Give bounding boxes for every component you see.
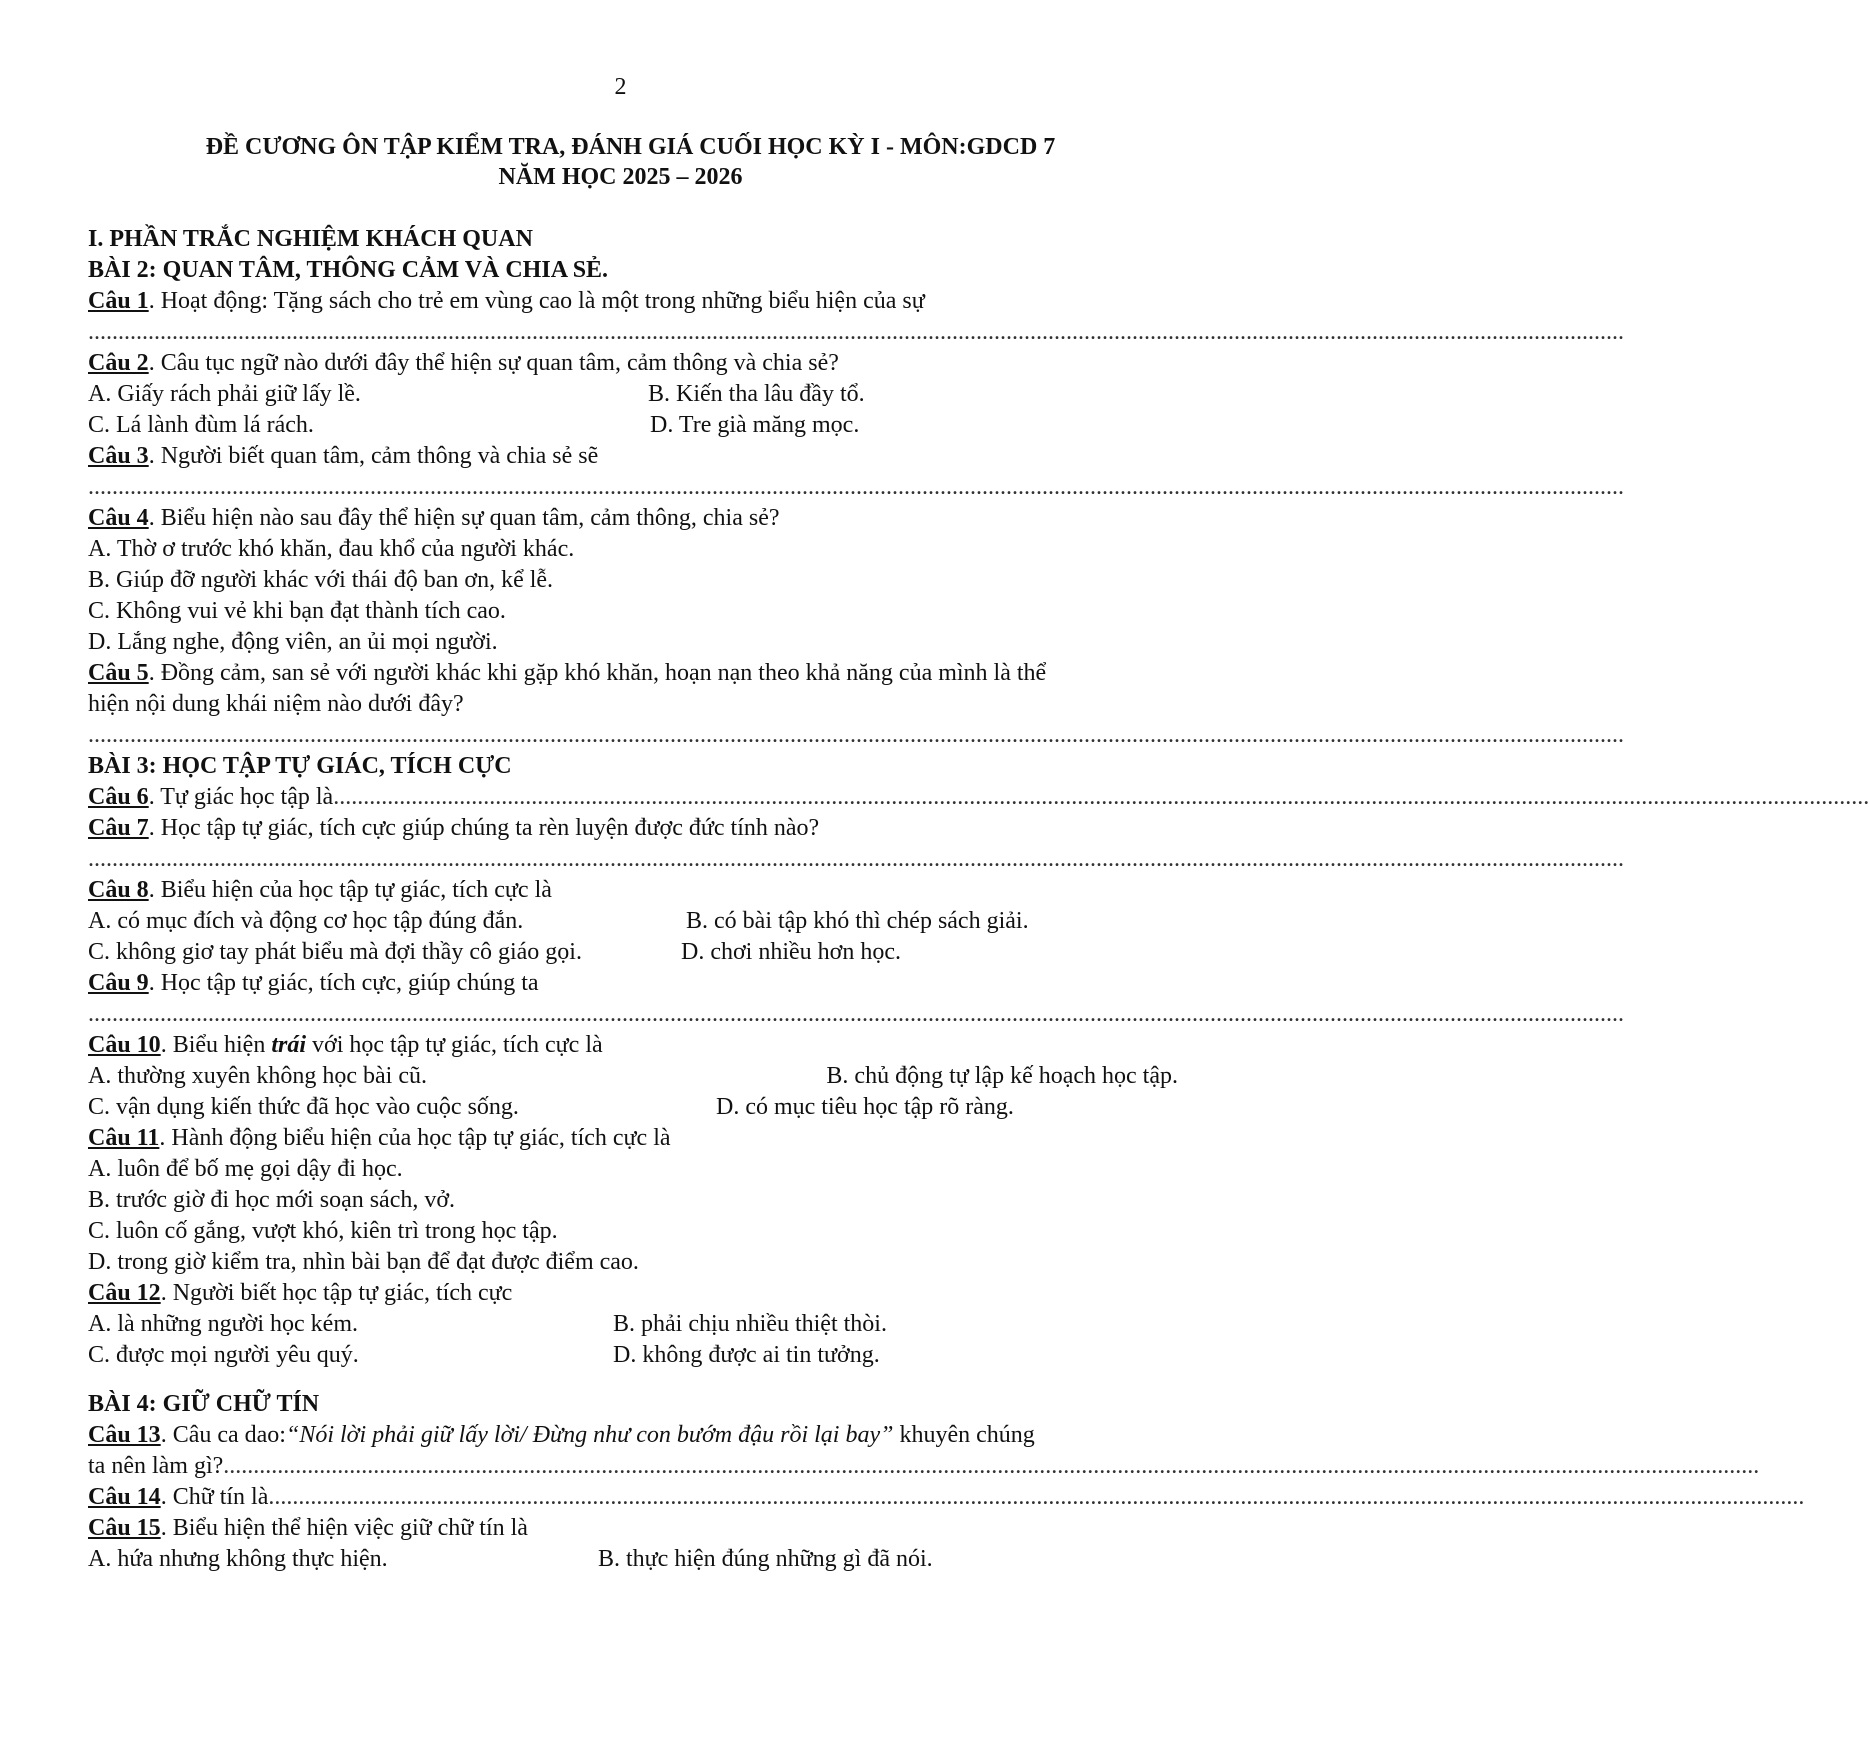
options-row: [88, 1544, 1178, 1575]
emphasis-word: trái: [271, 1032, 307, 1058]
question-number: Câu 15: [88, 1515, 161, 1541]
option-b: B. phải chịu nhiều thiệt thòi.: [613, 1311, 887, 1337]
option-d: D. có mục tiêu học tập rõ ràng.: [716, 1094, 1014, 1120]
options-row: [88, 1092, 1178, 1123]
question-7: Câu 7. Học tập tự giác, tích cực giúp chúng ta rèn luyện được đức tính nào?: [88, 815, 820, 841]
answer-blank: ................................................................................................................................................................................................................................................................: [268, 1484, 1805, 1510]
question-11: Câu 11. Hành động biểu hiện của học tập tự giác, tích cực là: [88, 1125, 671, 1151]
option-d: D. không được ai tin tưởng.: [613, 1342, 880, 1368]
lesson-heading-2: BÀI 2: QUAN TÂM, THÔNG CẢM VÀ CHIA SẺ.: [88, 257, 609, 283]
question-number: Câu 7: [88, 815, 149, 841]
answer-blank: ................................................................................................................................................................................................................................................................: [88, 474, 1624, 500]
question-13: Câu 13. Câu ca dao:“Nói lời phải giữ lấy lời/ Đừng như con bướm đậu rồi lại bay” khuyên chúng: [88, 1422, 1035, 1448]
question-number: Câu 14: [88, 1484, 161, 1510]
option-b: B. thực hiện đúng những gì đã nói.: [598, 1546, 933, 1572]
options-row: [88, 379, 1178, 410]
question-13-cont: ta nên làm gì? ................................................................................................................................................................................................................................................................: [88, 1451, 1178, 1482]
answer-blank: ................................................................................................................................................................................................................................................................: [223, 1453, 1760, 1479]
option-b: B. Kiến tha lâu đầy tổ.: [648, 381, 865, 407]
option-a: A. thường xuyên không học bài cũ.: [88, 1063, 427, 1089]
options-row: [88, 1340, 1178, 1371]
options-row: [88, 937, 1178, 968]
question-number: Câu 10: [88, 1032, 161, 1058]
question-5: Câu 5. Đồng cảm, san sẻ với người khác khi gặp khó khăn, hoạn nạn theo khả năng của mình là thể: [88, 660, 1047, 686]
quoted-proverb: “Nói lời phải giữ lấy lời/ Đừng như con bướm đậu rồi lại bay”: [285, 1422, 894, 1448]
question-10: Câu 10. Biểu hiện trái với học tập tự giác, tích cực là: [88, 1032, 603, 1058]
document-body: [88, 224, 1869, 1575]
question-number: Câu 9: [88, 970, 149, 996]
option-a: A. là những người học kém.: [88, 1311, 358, 1337]
school-year: NĂM HỌC 2025 – 2026: [498, 164, 743, 190]
option-a: A. Giấy rách phải giữ lấy lề.: [88, 381, 361, 407]
question-number: Câu 8: [88, 877, 149, 903]
option-c: C. vận dụng kiến thức đã học vào cuộc sống.: [88, 1094, 519, 1120]
answer-blank: ................................................................................................................................................................................................................................................................: [333, 784, 1869, 810]
question-number: Câu 12: [88, 1280, 161, 1306]
options-row: [88, 410, 1178, 441]
options-row: [88, 906, 1178, 937]
question-number: Câu 4: [88, 505, 149, 531]
option-c: C. Không vui vẻ khi bạn đạt thành tích cao.: [88, 598, 506, 624]
option-d: D. Tre già măng mọc.: [650, 412, 860, 438]
page-number: 2: [614, 74, 627, 100]
question-number: Câu 11: [88, 1125, 160, 1151]
option-a: A. hứa nhưng không thực hiện.: [88, 1546, 388, 1572]
lesson-heading-3: BÀI 3: HỌC TẬP TỰ GIÁC, TÍCH CỰC: [88, 753, 512, 779]
option-c: C. Lá lành đùm lá rách.: [88, 412, 314, 438]
question-15: Câu 15. Biểu hiện thể hiện việc giữ chữ tín là: [88, 1515, 528, 1541]
lesson-heading-4: BÀI 4: GIỮ CHỮ TÍN: [88, 1391, 320, 1417]
question-number: Câu 3: [88, 443, 149, 469]
option-d: D. chơi nhiều hơn học.: [681, 939, 902, 965]
question-number: Câu 5: [88, 660, 149, 686]
option-c: C. được mọi người yêu quý.: [88, 1342, 359, 1368]
question-12: Câu 12. Người biết học tập tự giác, tích cực: [88, 1280, 513, 1306]
document-title: ĐỀ CƯƠNG ÔN TẬP KIỂM TRA, ĐÁNH GIÁ CUỐI HỌC KỲ I - MÔN:GDCD 7: [205, 134, 1056, 160]
option-a: A. có mục đích và động cơ học tập đúng đắn.: [88, 908, 524, 934]
options-row: [88, 1061, 1178, 1092]
question-number: Câu 13: [88, 1422, 161, 1448]
option-a: A. Thờ ơ trước khó khăn, đau khổ của người khác.: [88, 536, 575, 562]
question-3: Câu 3. Người biết quan tâm, cảm thông và chia sẻ sẽ: [88, 443, 599, 469]
answer-blank: ................................................................................................................................................................................................................................................................: [88, 1001, 1624, 1027]
question-number: Câu 6: [88, 784, 149, 810]
question-number: Câu 1: [88, 288, 149, 314]
answer-blank: ................................................................................................................................................................................................................................................................: [88, 722, 1624, 748]
answer-blank: ................................................................................................................................................................................................................................................................: [88, 319, 1624, 345]
question-14: Câu 14 . Chữ tín là ................................................................................................................................................................................................................................................................: [88, 1482, 1178, 1513]
question-2: Câu 2. Câu tục ngữ nào dưới đây thể hiện sự quan tâm, cảm thông và chia sẻ?: [88, 350, 839, 376]
option-d: D. Lắng nghe, động viên, an ủi mọi người.: [88, 629, 498, 655]
option-b: B. Giúp đỡ người khác với thái độ ban ơn, kể lễ.: [88, 567, 554, 593]
question-6: Câu 6 . Tự giác học tập là ................................................................................................................................................................................................................................................................: [88, 782, 1178, 813]
option-b: B. chủ động tự lập kế hoạch học tập.: [826, 1063, 1178, 1089]
section-heading: I. PHẦN TRẮC NGHIỆM KHÁCH QUAN: [88, 226, 533, 252]
question-number: Câu 2: [88, 350, 149, 376]
option-b: B. trước giờ đi học mới soạn sách, vở.: [88, 1187, 456, 1213]
option-b: B. có bài tập khó thì chép sách giải.: [686, 908, 1029, 934]
question-1: Câu 1. Hoạt động: Tặng sách cho trẻ em vùng cao là một trong những biểu hiện của sự: [88, 288, 925, 314]
question-9: Câu 9. Học tập tự giác, tích cực, giúp chúng ta: [88, 970, 539, 996]
option-d: D. trong giờ kiểm tra, nhìn bài bạn để đạt được điểm cao.: [88, 1249, 639, 1275]
option-c: C. không giơ tay phát biểu mà đợi thầy cô giáo gọi.: [88, 939, 582, 965]
answer-blank: ................................................................................................................................................................................................................................................................: [88, 846, 1624, 872]
question-8: Câu 8. Biểu hiện của học tập tự giác, tích cực là: [88, 877, 552, 903]
option-a: A. luôn để bố mẹ gọi dậy đi học.: [88, 1156, 403, 1182]
question-5-cont: hiện nội dung khái niệm nào dưới đây?: [88, 691, 464, 717]
option-c: C. luôn cố gắng, vượt khó, kiên trì trong học tập.: [88, 1218, 558, 1244]
options-row: [88, 1309, 1178, 1340]
question-4: Câu 4. Biểu hiện nào sau đây thể hiện sự quan tâm, cảm thông, chia sẻ?: [88, 505, 780, 531]
